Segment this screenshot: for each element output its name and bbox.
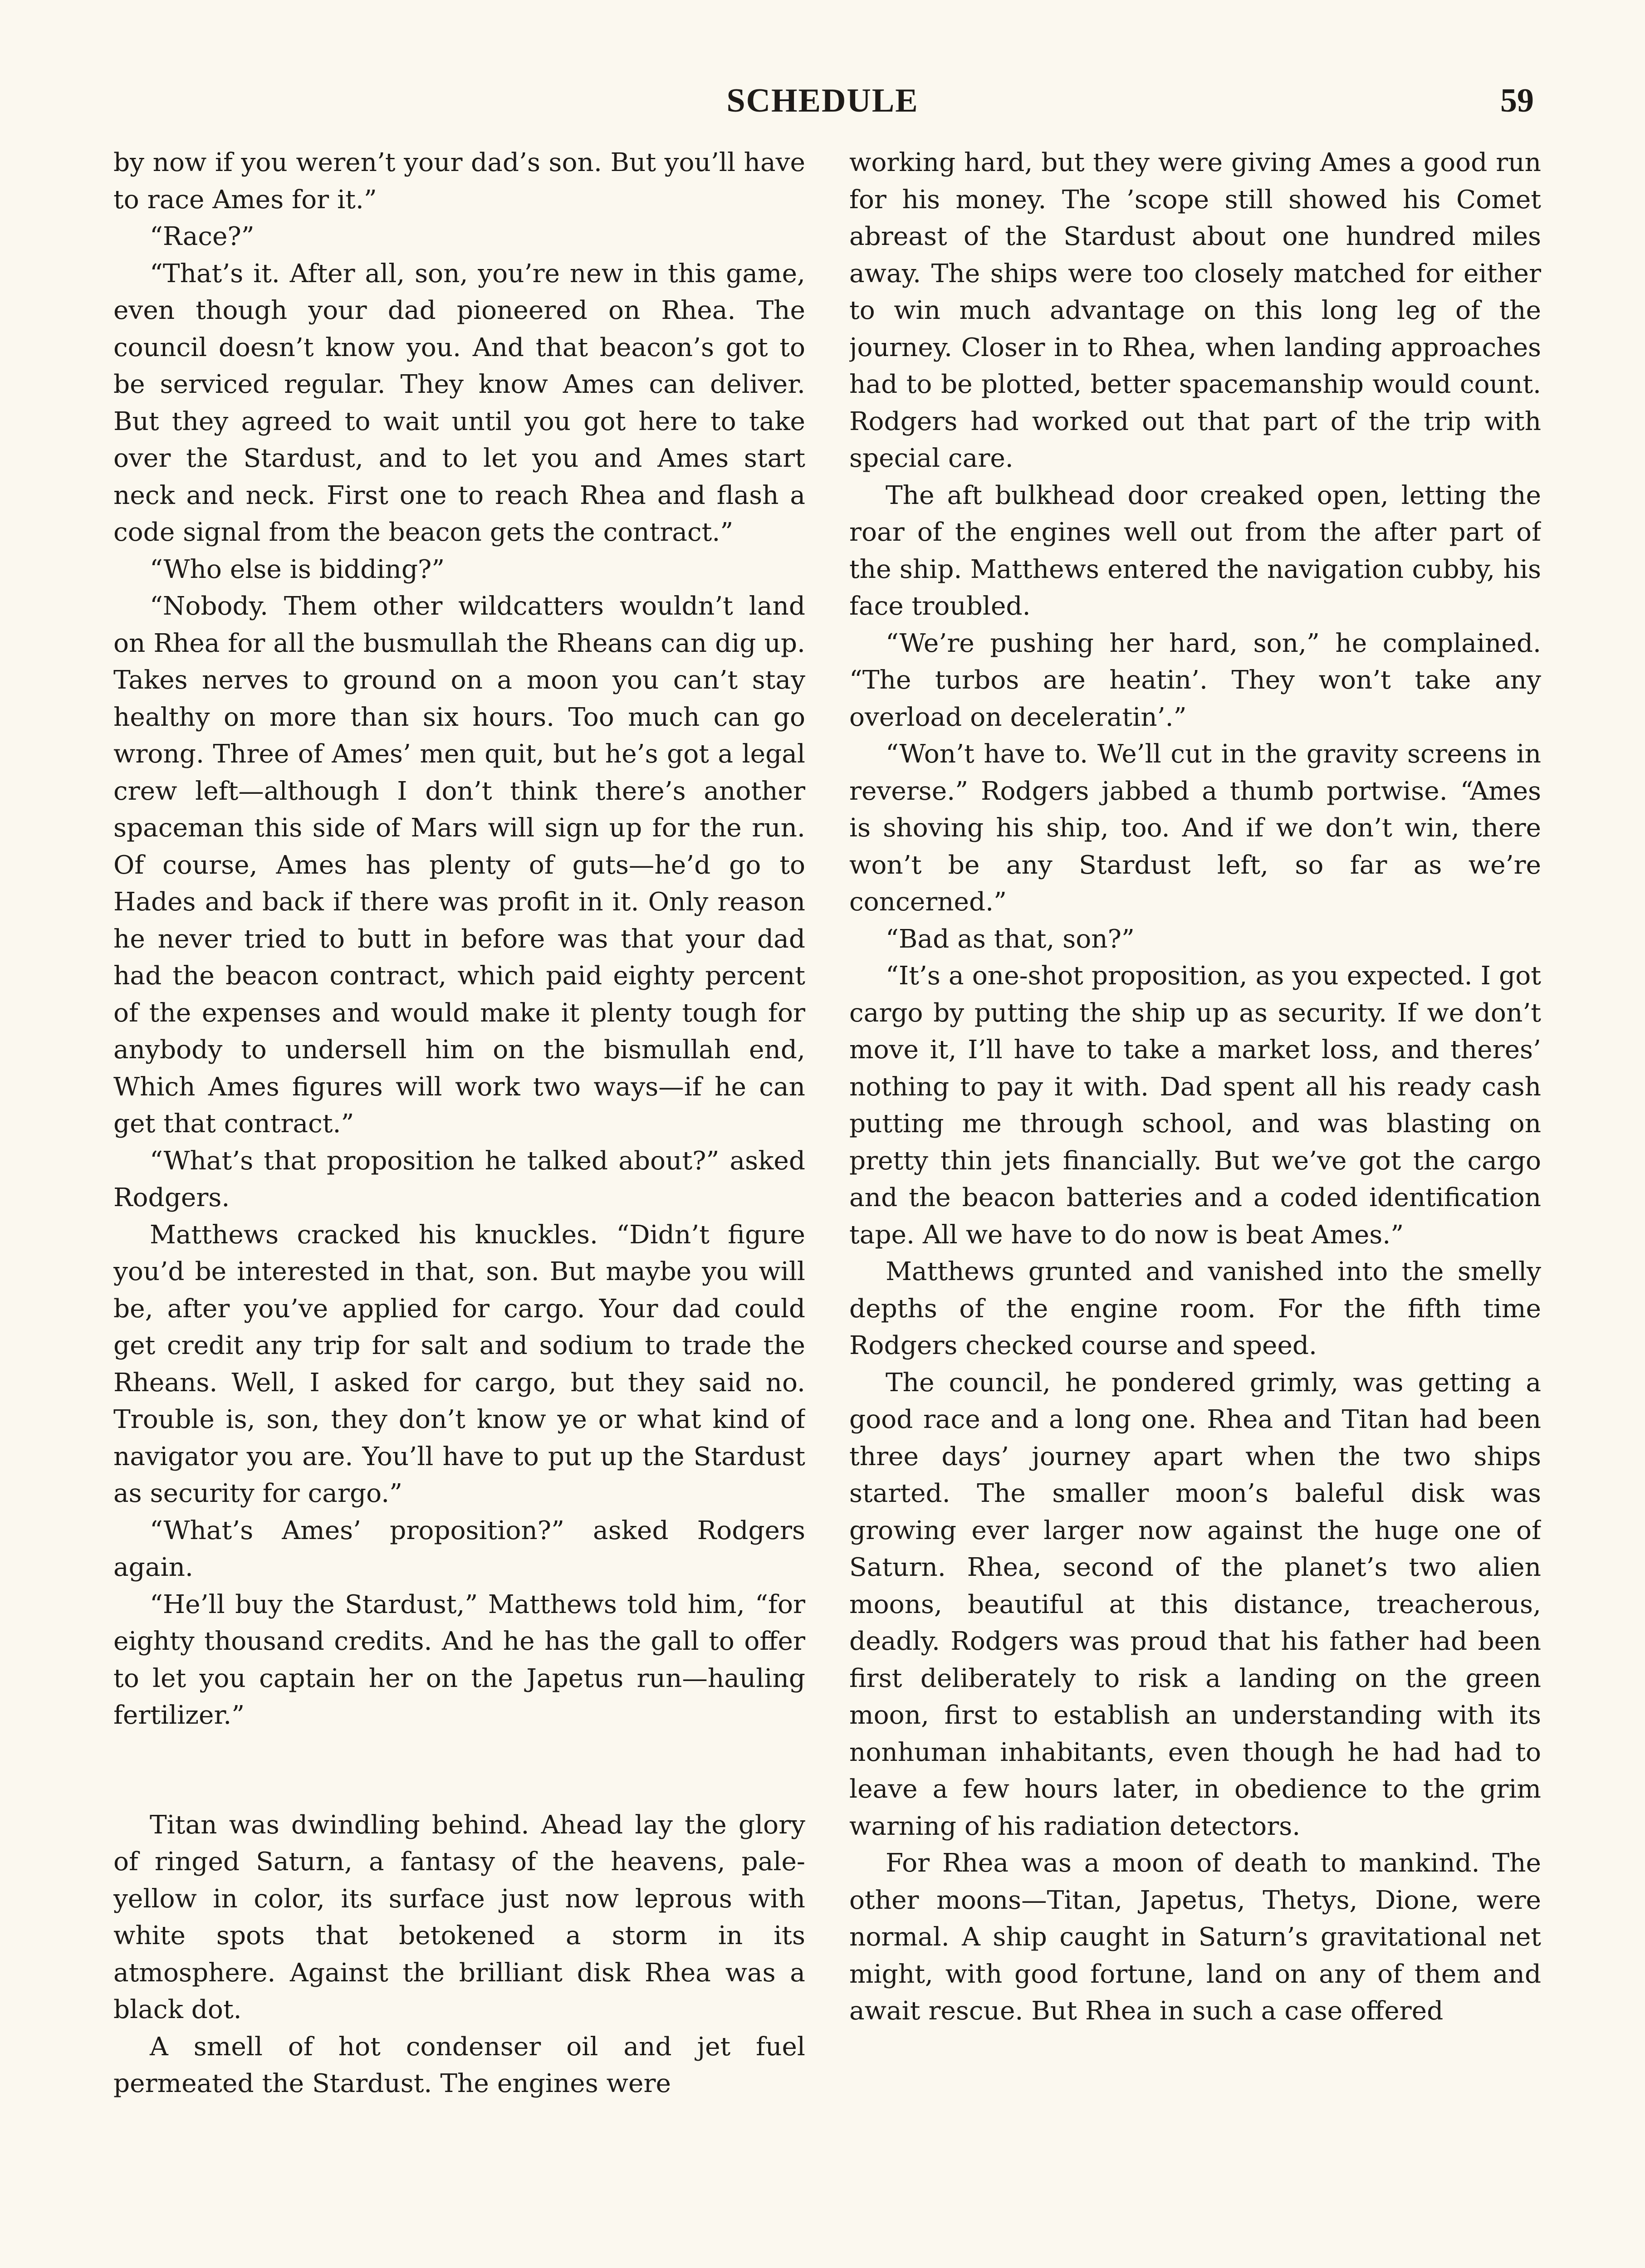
paragraph: “That’s it. After all, son, you’re new in this game, even though your dad pioneered on Rhea. The council doesn’t know you. And that beacon’s got to be serviced regular. They know Ames can deliver. But they agreed to wait until you got here to take over the Stardust, and to let you and Ames start neck and neck. First one to reach Rhea and flash a code signal from the beacon gets the contract.” bbox=[113, 259, 805, 547]
chapter-title: SCHEDULE bbox=[726, 82, 919, 119]
paragraph: “Won’t have to. We’ll cut in the gravity screens in reverse.” Rodgers jabbed a thumb portwise. “Ames is shoving his ship, too. And if we don’t win, there won’t be any Stardust left, so far as we’re concerned.” bbox=[849, 739, 1541, 917]
section-break bbox=[113, 1734, 805, 1807]
page-number: 59 bbox=[1500, 82, 1534, 119]
paragraph: “Bad as that, son?” bbox=[886, 924, 1135, 954]
paragraph: A smell of hot condenser oil and jet fuel permeated the Stardust. The engines were bbox=[113, 2032, 805, 2098]
paragraph: “He’ll buy the Stardust,” Matthews told him, “for eighty thousand credits. And he has the gall to offer to let you captain her on the Japetus run—hauling fertilizer.” bbox=[113, 1589, 805, 1730]
paragraph: “We’re pushing her hard, son,” he complained. “The turbos are heatin’. They won’t take any overload on deceleratin’.” bbox=[849, 628, 1541, 732]
paragraph: “What’s that proposition he talked about?” asked Rodgers. bbox=[113, 1146, 805, 1212]
paragraph: The aft bulkhead door creaked open, letting the roar of the engines well out from the after part of the ship. Matthews entered the navigation cubby, his face troubled. bbox=[849, 480, 1541, 621]
left-column bbox=[113, 144, 805, 2268]
paragraph: “What’s Ames’ proposition?” asked Rodgers again. bbox=[113, 1515, 805, 1582]
paragraph: The council, he pondered grimly, was getting a good race and a long one. Rhea and Titan had been three days’ journey apart when the two ships started. The smaller moon’s baleful disk was growing ever larger now against the huge one of Saturn. Rhea, second of the planet’s two alien moons, beautiful at this distance, treacherous, deadly. Rodgers was proud that his father had been first deliberately to risk a landing on the green moon, first to establish an understanding with its nonhuman inhabitants, even though he had had to leave a few hours later, in obedience to the grim warning of his radiation detectors. bbox=[849, 1368, 1541, 1841]
paragraph: working hard, but they were giving Ames a good run for his money. The ’scope still showed his Comet abreast of the Stardust about one hundred miles away. The ships were too closely matched for either to win much advantage on this long leg of the journey. Closer in to Rhea, when landing approaches had to be plotted, better spacemanship would count. Rodgers had worked out that part of the trip with special care. bbox=[849, 148, 1541, 473]
paragraph: by now if you weren’t your dad’s son. But you’ll have to race Ames for it.” bbox=[113, 148, 805, 215]
paragraph: “Who else is bidding?” bbox=[150, 554, 445, 584]
paragraph: “Nobody. Them other wildcatters wouldn’t land on Rhea for all the busmullah the Rheans can dig up. Takes nerves to ground on a moon you can’t stay healthy on more than six hours. Too much can go wrong. Three of Ames’ men quit, but he’s got a legal crew left—although I don’t think there’s another spaceman this side of Mars will sign up for the run. Of course, Ames has plenty of guts—he’d go to Hades and back if there was profit in it. Only reason he never tried to butt in before was that your dad had the beacon contract, which paid eighty percent of the expenses and would make it plenty tough for anybody to undersell him on the bismullah end, Which Ames figures will work two ways—if he can get that contract.” bbox=[113, 591, 805, 1139]
paragraph: “Race?” bbox=[150, 222, 255, 251]
paragraph: Titan was dwindling behind. Ahead lay the glory of ringed Saturn, a fantasy of the heavens, pale-yellow in color, its surface just now leprous with white spots that betokened a storm in its atmosphere. Against the brilliant disk Rhea was a black dot. bbox=[113, 1810, 805, 2024]
paragraph: For Rhea was a moon of death to mankind. The other moons—Titan, Japetus, Thetys, Dione, were normal. A ship caught in Saturn’s gravitational net might, with good fortune, land on any of them and await rescue. But Rhea in such a case offered bbox=[849, 1848, 1541, 2026]
running-head bbox=[111, 82, 1534, 136]
right-column bbox=[849, 144, 1541, 2268]
paragraph: “It’s a one-shot proposition, as you expected. I got cargo by putting the ship up as security. If we don’t move it, I’ll have to take a market loss, and theres’ nothing to pay it with. Dad spent all his ready cash putting me through school, and was blasting on pretty thin jets financially. But we’ve got the cargo and the beacon batteries and a coded identification tape. All we have to do now is beat Ames.” bbox=[849, 961, 1541, 1250]
paragraph: Matthews grunted and vanished into the smelly depths of the engine room. For the fifth time Rodgers checked course and speed. bbox=[849, 1257, 1541, 1360]
paragraph: Matthews cracked his knuckles. “Didn’t figure you’d be interested in that, son. But maybe you will be, after you’ve applied for cargo. Your dad could get credit any trip for salt and sodium to trade the Rheans. Well, I asked for cargo, but they said no. Trouble is, son, they don’t know ye or what kind of navigator you are. You’ll have to put up the Stardust as security for cargo.” bbox=[113, 1220, 805, 1508]
